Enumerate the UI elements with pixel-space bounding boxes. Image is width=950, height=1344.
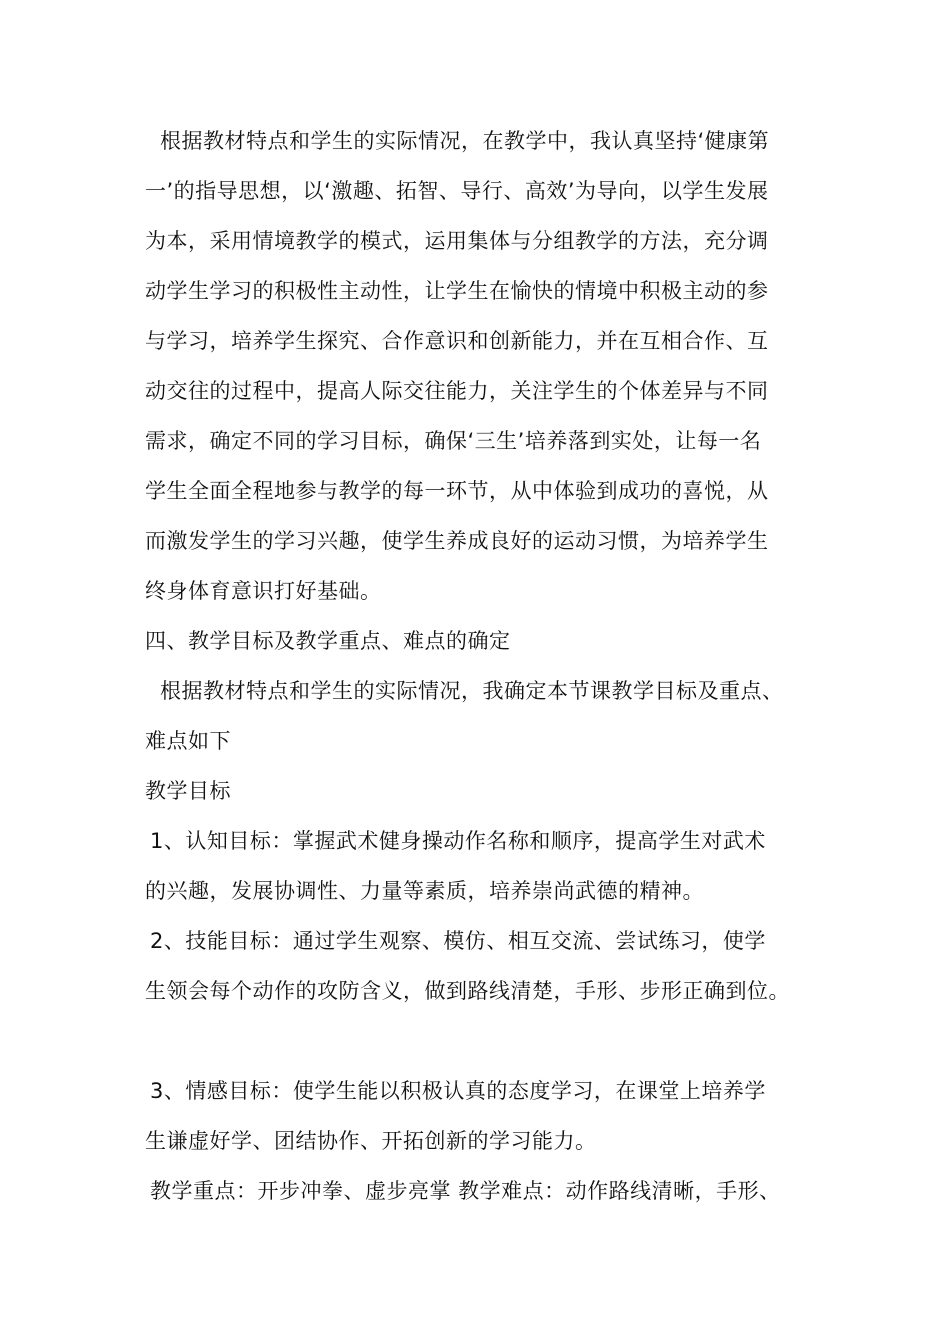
paragraph-line: 的兴趣，发展协调性、力量等素质，培养崇尚武德的精神。 [145,879,704,903]
paragraph-line: 动交往的过程中，提高人际交往能力，关注学生的个体差异与不同 [145,379,769,403]
paragraph-line: 与学习，培养学生探究、合作意识和创新能力，并在互相合作、互 [145,329,769,353]
paragraph-line: 学生全面全程地参与教学的每一环节，从中体验到成功的喜悦，从 [145,479,769,503]
subheading: 教学目标 [145,779,231,803]
objective-item: 1、认知目标：掌握武术健身操动作名称和顺序，提高学生对武术 [150,829,766,853]
objective-item: 2、技能目标：通过学生观察、模仿、相互交流、尝试练习，使学 [150,929,766,953]
key-points-line: 教学重点：开步冲拳、虚步亮掌 教学难点：动作路线清晰，手形、 [150,1179,781,1203]
paragraph-line: 而激发学生的学习兴趣，使学生养成良好的运动习惯，为培养学生 [145,529,769,553]
paragraph-line: 根据教材特点和学生的实际情况，我确定本节课教学目标及重点、 [160,679,784,703]
paragraph-line: 一’的指导思想，以‘激趣、拓智、导行、高效’为导向，以学生发展 [145,179,769,203]
paragraph-line: 根据教材特点和学生的实际情况，在教学中，我认真坚持‘健康第 [160,129,770,153]
paragraph-line: 终身体育意识打好基础。 [145,579,382,603]
objective-item: 3、情感目标：使学生能以积极认真的态度学习，在课堂上培养学 [150,1079,766,1103]
paragraph-line: 生谦虚好学、团结协作、开拓创新的学习能力。 [145,1129,597,1153]
paragraph-line: 需求，确定不同的学习目标，确保‘三生’培养落到实处，让每一名 [145,429,762,453]
paragraph-line: 为本，采用情境教学的模式，运用集体与分组教学的方法，充分调 [145,229,769,253]
paragraph-line: 难点如下 [145,729,231,753]
paragraph-line: 动学生学习的积极性主动性，让学生在愉快的情境中积极主动的参 [145,279,769,303]
paragraph-line: 生领会每个动作的攻防含义，做到路线清楚，手形、步形正确到位。 [145,979,790,1003]
section-heading: 四、教学目标及教学重点、难点的确定 [145,629,511,653]
